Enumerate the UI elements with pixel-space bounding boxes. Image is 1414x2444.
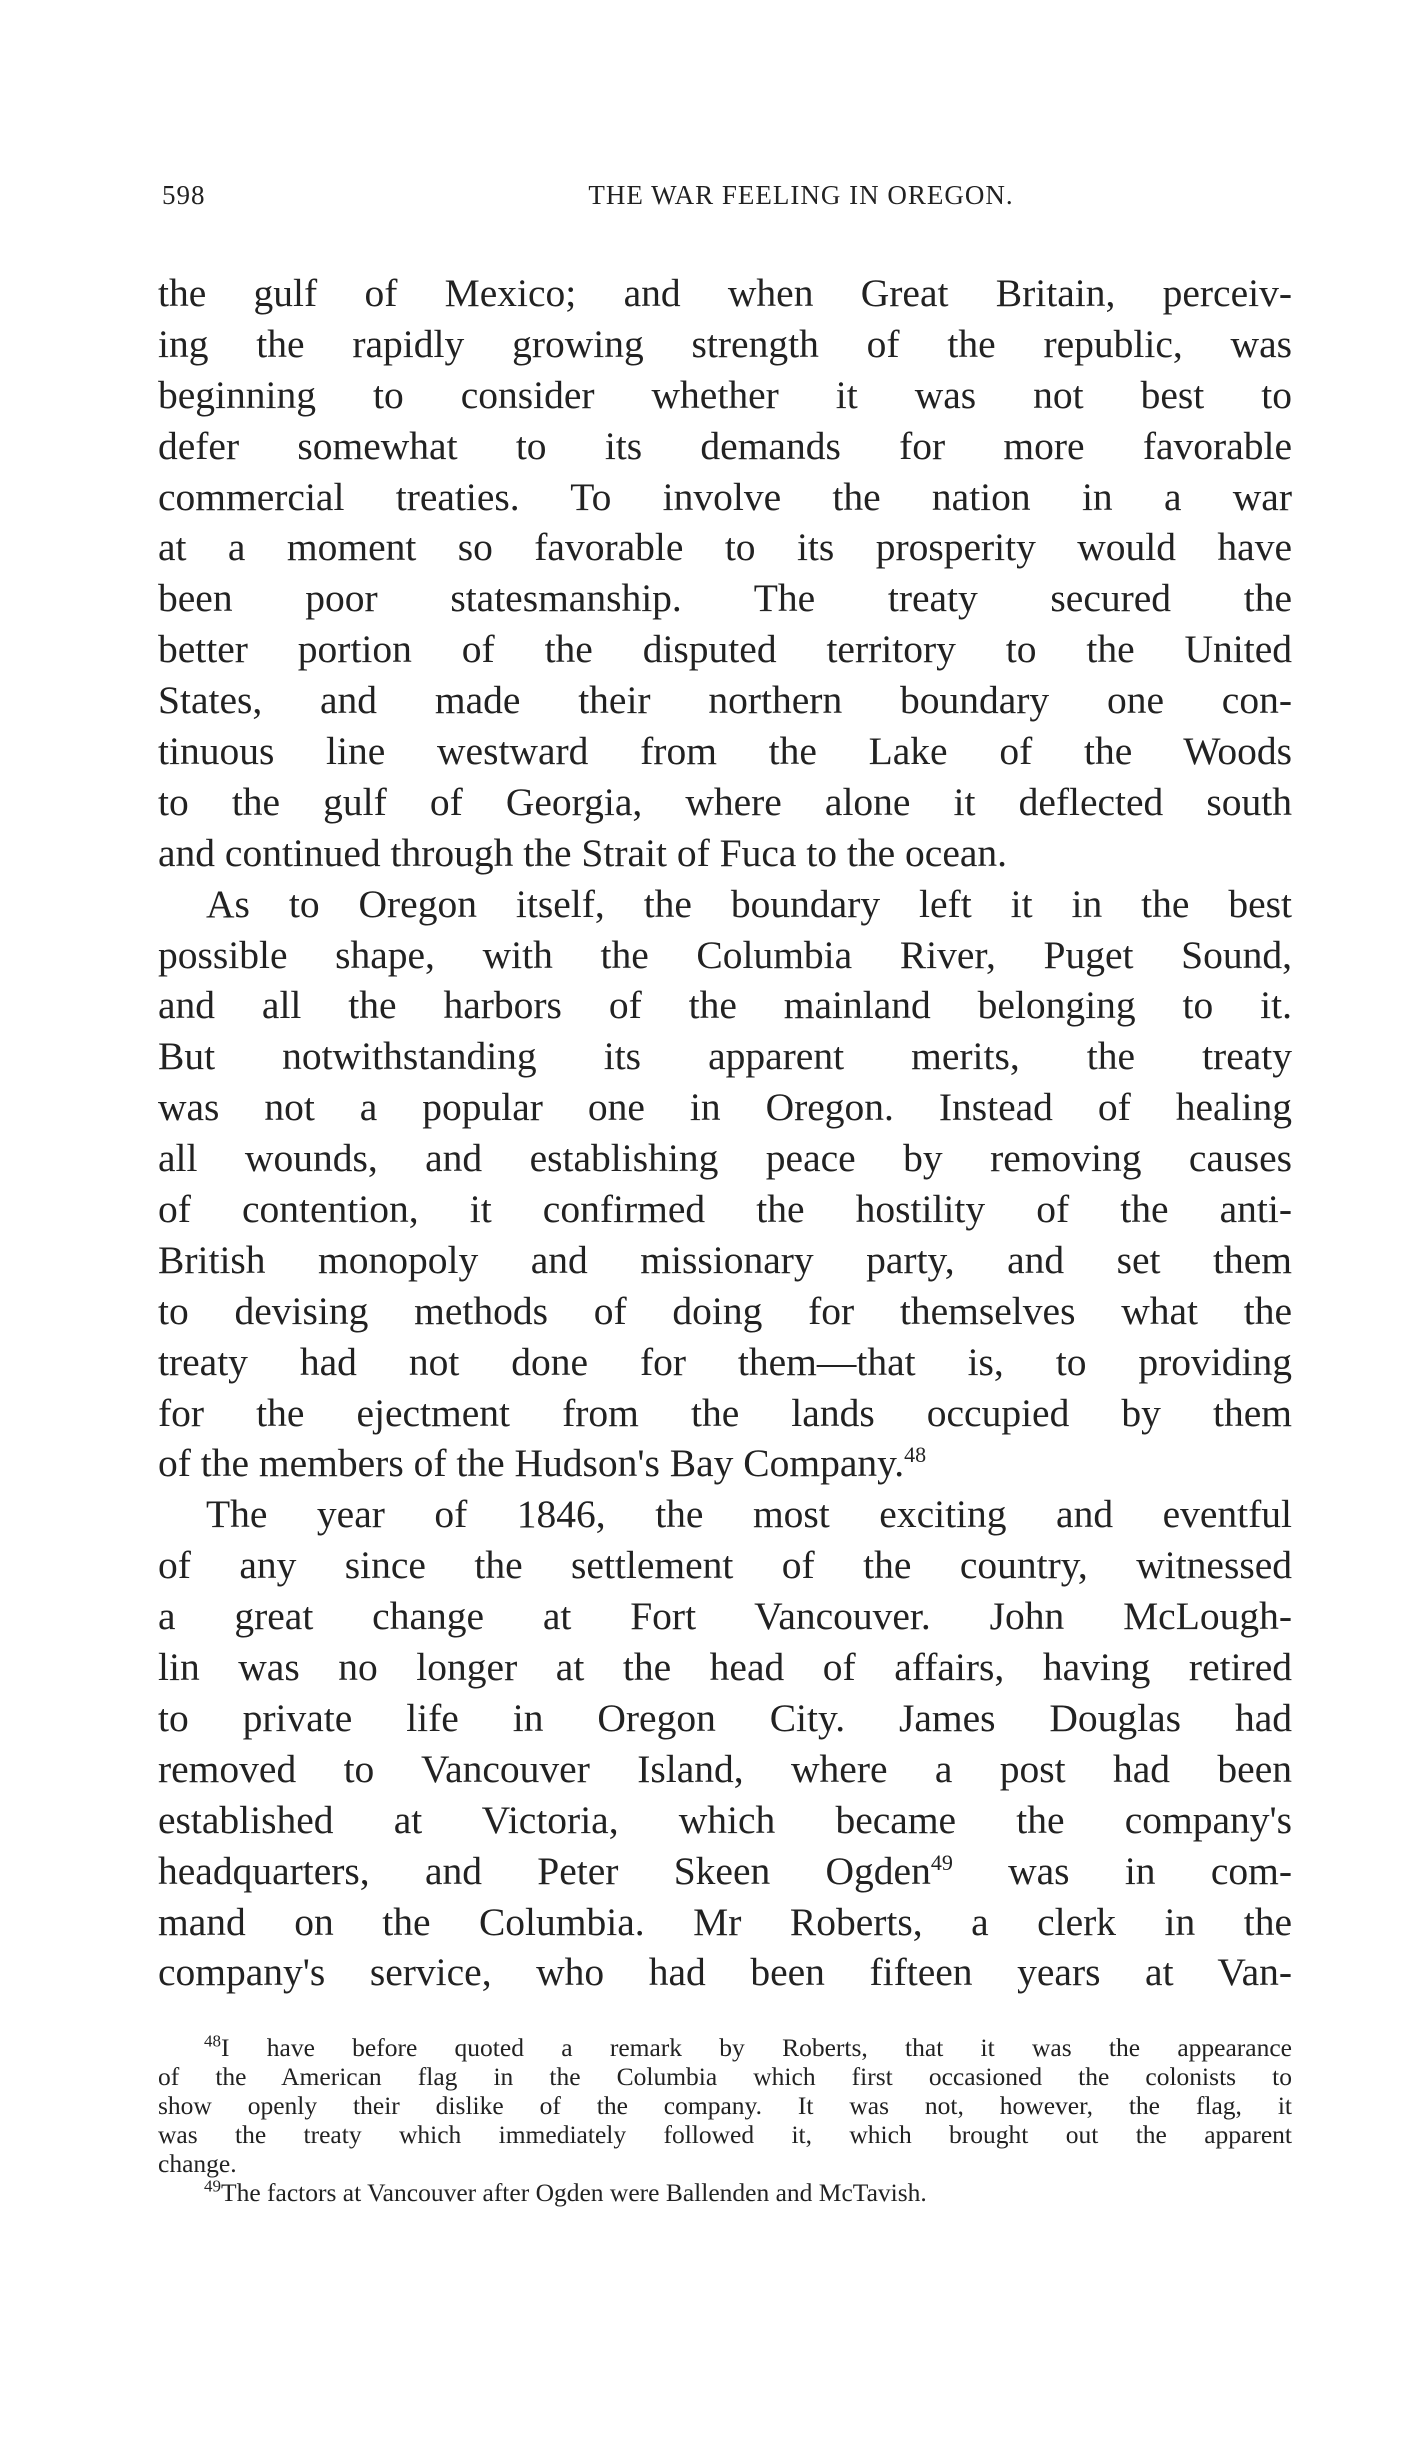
text-line: possible shape, with the Columbia River, Puget Sound,	[158, 932, 1292, 977]
text-line: to private life in Oregon City. James Douglas had	[158, 1695, 1292, 1740]
text-line: commercial treaties. To involve the nation in a war	[158, 474, 1292, 519]
footnote-text: I have before quoted a remark by Roberts, that it was the appearance	[221, 2033, 1292, 2062]
text-line: beginning to consider whether it was not best to	[158, 372, 1292, 417]
text-line	[158, 1438, 1292, 1489]
page-number: 598	[162, 180, 206, 210]
text-line	[158, 1846, 1292, 1897]
text-line: defer somewhat to its demands for more favorable	[158, 423, 1292, 468]
text-line: mand on the Columbia. Mr Roberts, a clerk in the	[158, 1899, 1292, 1944]
footnote-48-line: of the American flag in the Columbia which first occasioned the colonists to	[158, 2062, 1292, 2091]
text-line: better portion of the disputed territory to the United	[158, 627, 1292, 672]
text-line: all wounds, and establishing peace by removing causes	[158, 1136, 1292, 1181]
footnote-48-line: show openly their dislike of the company. It was not, however, the flag, it	[158, 2091, 1292, 2120]
footnote-ref-48[interactable]: 48	[904, 1442, 927, 1468]
running-title: THE WAR FEELING IN OREGON.	[588, 180, 1014, 210]
text-line-content: of the members of the Hudson's Bay Company.	[158, 1441, 905, 1486]
text-line: been poor statesmanship. The treaty secured the	[158, 576, 1292, 621]
text-line: at a moment so favorable to its prosperity would have	[158, 525, 1292, 570]
text-line: established at Victoria, which became the company's	[158, 1797, 1292, 1842]
text-line: tinuous line westward from the Lake of the Woods	[158, 729, 1292, 774]
text-line: removed to Vancouver Island, where a post had been	[158, 1746, 1292, 1791]
text-line: British monopoly and missionary party, and set them	[158, 1237, 1292, 1282]
text-line-content: headquarters, and Peter Skeen Ogden	[158, 1848, 931, 1893]
footnote-49-marker: 49	[204, 2176, 221, 2196]
text-line: As to Oregon itself, the boundary left it in the best	[206, 881, 1292, 926]
footnotes	[158, 2033, 1292, 2207]
text-line: for the ejectment from the lands occupied by them	[158, 1390, 1292, 1435]
footnote-48-marker: 48	[204, 2031, 221, 2051]
text-line: ing the rapidly growing strength of the republic, was	[158, 321, 1292, 366]
footnote-text: The factors at Vancouver after Ogden were Ballenden and McTavish.	[221, 2178, 927, 2207]
text-line: to devising methods of doing for themselves what the	[158, 1288, 1292, 1333]
footnote-48-line	[158, 2033, 1292, 2062]
text-line: and continued through the Strait of Fuca to the ocean.	[158, 830, 1008, 875]
text-line: to the gulf of Georgia, where alone it deflected south	[158, 779, 1292, 824]
text-line: States, and made their northern boundary one con-	[158, 678, 1292, 723]
text-line: of any since the settlement of the country, witnessed	[158, 1543, 1292, 1588]
text-line-content: was in com-	[1008, 1848, 1292, 1893]
running-head	[162, 180, 1290, 220]
body-text	[158, 268, 1292, 1998]
text-line: lin was no longer at the head of affairs, having retired	[158, 1645, 1292, 1690]
footnote-48-line: was the treaty which immediately followed it, which brought out the apparent	[158, 2120, 1292, 2149]
text-line: was not a popular one in Oregon. Instead of healing	[158, 1085, 1292, 1130]
text-line: of contention, it confirmed the hostility of the anti-	[158, 1187, 1292, 1232]
text-line: a great change at Fort Vancouver. John McLough-	[158, 1594, 1292, 1639]
text-line: treaty had not done for them—that is, to providing	[158, 1339, 1292, 1384]
footnote-ref-49[interactable]: 49	[930, 1849, 953, 1875]
text-line: But notwithstanding its apparent merits, the treaty	[158, 1034, 1292, 1079]
text-line: company's service, who had been fifteen years at Van-	[158, 1950, 1292, 1995]
text-line: and all the harbors of the mainland belonging to it.	[158, 983, 1292, 1028]
footnote-48-line: change.	[158, 2149, 237, 2178]
text-line: The year of 1846, the most exciting and eventful	[206, 1492, 1292, 1537]
text-line: the gulf of Mexico; and when Great Britain, perceiv-	[158, 271, 1292, 315]
footnote-49-line	[158, 2178, 1292, 2207]
